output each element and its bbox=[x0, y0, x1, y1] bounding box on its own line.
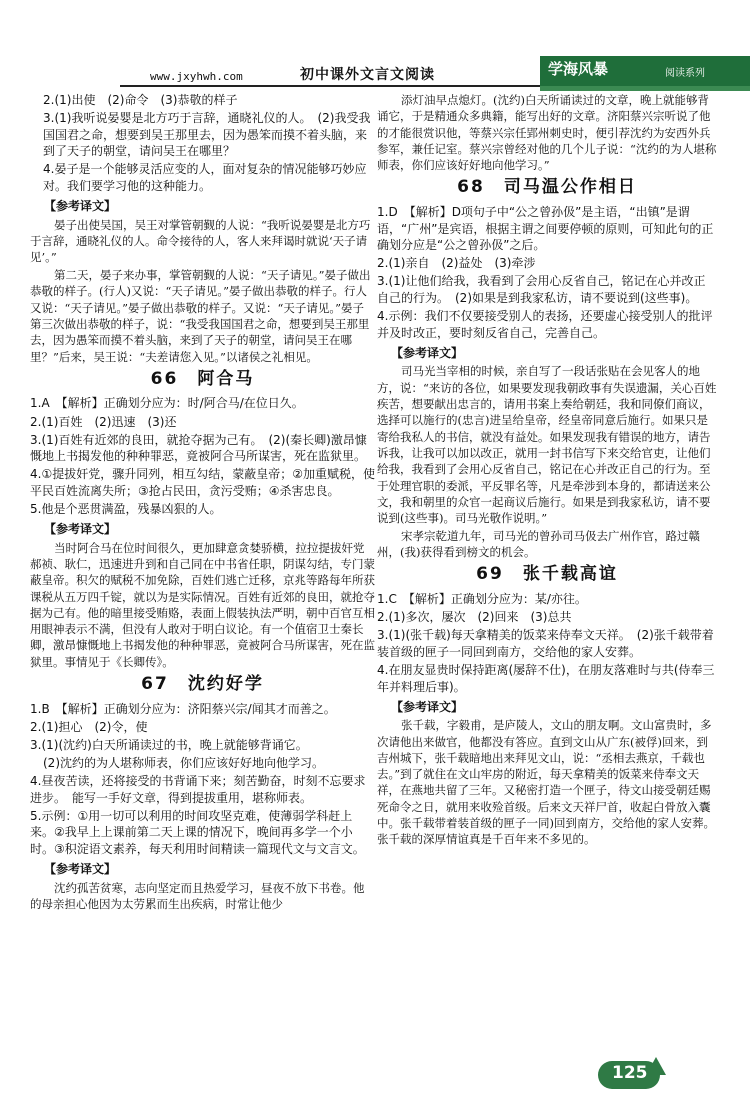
answer-line: 3.(1)百姓有近郊的良田，就抢夺据为己有。 (2)(秦长卿)激昂慷慨地上书揭发他的种种罪恶，竟被阿合马所谋害，死在监狱里。 bbox=[30, 432, 367, 464]
translation-paragraph: 司马光当宰相的时候，亲自写了一段话张贴在会见客人的地方，说：“来访的各位，如果要发现我朝政事有失误遗漏，关心百姓疾苦，想要献出忠言的，请用书案上奏给朝廷，我和同僚们商议，选择可以施行的(忠言)进呈给皇帝，经皇帝同意后施行。如果只是寄给我私人的书信，就没有益处。如果发现我有错误的地方，请告诉我，让我可以加以改正，就用一封书信写下来交给官吏，让他们给我，我看到了会用心反省自己，铭记在心并改正自己的行为。至于处理官职的委派，平反罪名等，凡是牵涉到本身的，都请送来公文，我和朝里的众官一起商议后施行。如果是到我家私访，请不要说到(这些事)。司马光敬作说明。” bbox=[377, 364, 717, 526]
answer-line: 4.晏子是一个能够灵活应变的人，面对复杂的情况能够巧妙应对。我们要学习他的这种能力。 bbox=[43, 162, 367, 193]
answer-line: 1.A 【解析】正确划分应为：时/阿合马/在位日久。 bbox=[30, 396, 304, 411]
page-number-badge bbox=[598, 1057, 668, 1095]
answer-line: 2.(1)担心 (2)令，使 bbox=[30, 719, 148, 734]
answer-line: 5.示例：①用一切可以利用的时间攻坚克难，使薄弱学科赶上来。②我早上上课前第二天上课的情况下，晚间再多学一个小时。③积淀语文素养，每天利用时间精读一篇现代文与文言文。 bbox=[30, 808, 365, 856]
left-column bbox=[30, 92, 375, 914]
answer-line: 2.(1)亲自 (2)益处 (3)牵涉 bbox=[377, 256, 536, 271]
translation-paragraph: 添灯油早点熄灯。(沈约)白天所诵读过的文章，晚上就能够背诵它，于是精通众多典籍，能写出好的文章。济阳蔡兴宗听说了他的才能很赏识他，等蔡兴宗任郢州刺史时，便引荐沈约为安西外兵参军，兼任记室。蔡兴宗曾经对他的几个儿子说：“沈约的为人堪称师表，你们应该好好地向他学习。” bbox=[377, 93, 717, 173]
header-rule bbox=[120, 85, 550, 87]
answer-line: 4.在朋友显贵时保持距离(屡辞不仕)，在朋友落难时与共(侍奉三年并料理后事)。 bbox=[377, 662, 715, 694]
answer-line: 3.(1)让他们给我，我看到了会用心反省自己，铭记在心并改正自己的行为。 (2)如果是到我家私访，请不要说到(这些事)。 bbox=[377, 274, 706, 306]
page-header bbox=[0, 0, 750, 100]
answer-line: 2.(1)出使 (2)命令 (3)恭敬的样子 bbox=[43, 93, 238, 107]
site-url: www.jxyhwh.com bbox=[150, 70, 243, 83]
section-title: 68 司马温公作相日 bbox=[457, 177, 637, 198]
brand-series: 阅读系列 bbox=[665, 68, 705, 79]
translation-paragraph: 第二天，晏子来办事，掌管朝觐的人说：“天子请见。”晏子做出恭敬的样子。(行人)又说：“天子请见。”晏子做出恭敬的样子。行人又说：“天子请见。”晏子做出恭敬的样子。又说：“天子请见。”晏子第三次做出恭敬的样子，说：“我受我国国君之命，想要到吴王那里去，因为愚笨而摸不着头脑，来到了天子的朝堂，请问吴王在哪里？”后来，吴王说：“夫差请您入见。”以诸侯之礼相见。 bbox=[30, 268, 371, 364]
page-number: 125 bbox=[612, 1063, 648, 1083]
section-title: 69 张千载高谊 bbox=[476, 564, 618, 585]
answer-line: 3.(1)(张千载)每天拿精美的饭菜来侍奉文天祥。 (2)张千载带着装首级的匣子一同回到南方，交给他的家人安葬。 bbox=[377, 628, 714, 659]
answer-line: 4.昼夜苦读，还将接受的书背诵下来；刻苦勤奋，时刻不忘要求进步。 能写一手好文章，得到提拔重用，堪称师表。 bbox=[30, 774, 366, 805]
translation-paragraph: 当时阿合马在位时间很久，更加肆意贪婪骄横，拉拉提拔奸党郝祯、耿仁，迅速进升到和自己同在中书省任职，阴谋勾结，专门蒙蔽皇帝。积欠的赋税不加免除，百姓们逃亡迁移，京兆等路每年所获课税从五万四千锭，就以为是实际情况。百姓有近郊的良田，就抢夺据为己有。他的暗里接受贿赂，表面上假装执法严明，朝中百官互相用眼神表示不满，但没有人敢对于明白议论。有一个值宿卫士秦长卿，激昂慷慨地上书揭发他的种种罪恶，竟被阿合马所谋害，死在监狱里。事情见于《长卿传》。 bbox=[30, 540, 375, 669]
right-column bbox=[377, 92, 717, 849]
section-title: 67 沈约好学 bbox=[141, 674, 264, 695]
reference-translation-label: 【参考译文】 bbox=[44, 522, 117, 537]
answer-line: 5.他是个恶贯满盈，残暴凶狠的人。 bbox=[30, 501, 222, 516]
reference-translation-label: 【参考译文】 bbox=[391, 345, 464, 360]
answer-line: 1.B 【解析】正确划分应为：济阳蔡兴宗/闻其才而善之。 bbox=[30, 701, 336, 716]
answer-line: (2)沈约的为人堪称师表，你们应该好好地向他学习。 bbox=[43, 755, 325, 770]
section-title: 66 阿合马 bbox=[150, 368, 255, 389]
answer-line: 3.(1)我听说晏婴是北方巧于言辞，通晓礼仪的人。 (2)我受我国国君之命，想要到吴王那里去，因为愚笨而摸不着头脑，来到了天子的朝堂，请问吴王在哪里？ bbox=[43, 111, 371, 159]
answer-line: 1.D 【解析】D项句子中“公之曾孙伋”是主语，“出镇”是谓语，“广州”是宾语，根据主谓之间要停顿的原则，可知此句的正确划分应是“公之曾孙伋”之后。 bbox=[377, 205, 714, 253]
answer-line: 2.(1)多次，屡次 (2)回来 (3)总共 bbox=[377, 610, 572, 625]
translation-paragraph: 张千载，字毅甫，是庐陵人，文山的朋友啊。文山富贵时，多次请他出来做官，他都没有答应。直到文山从广东(被俘)回来，到吉州城下，张千载暗地出来拜见文山，说：“丞相去燕京，千载也去。”到了就住在文山牢房的附近，每天拿精美的饭菜来侍奉文天祥，在燕地共留了三年。又秘密打造一个匣子，待文山接受朝廷赐死命令之日，就用来收殓首级。后来文天祥尸首，收起白骨放入囊中。张千载带着装首级的匣子一同)回到南方，交给他的家人安葬。张千载的深厚情谊真是千百年来不多见的。 bbox=[377, 718, 715, 847]
brand-logo-text: 学海风暴 bbox=[548, 60, 609, 78]
answer-line: 4.示例：我们不仅要接受别人的表扬，还要虚心接受别人的批评并及时改正，要时刻反省自己，完善自己。 bbox=[377, 309, 713, 340]
book-title: 初中课外文言文阅读 bbox=[300, 67, 435, 83]
answer-line: 2.(1)百姓 (2)迅速 (3)还 bbox=[30, 414, 177, 429]
answer-line: 1.C 【解析】正确划分应为：某/亦往。 bbox=[377, 592, 587, 607]
reference-translation-label: 【参考译文】 bbox=[44, 861, 117, 876]
brand-banner-stripe bbox=[540, 86, 750, 91]
reference-translation-label: 【参考译文】 bbox=[44, 199, 117, 214]
translation-paragraph: 晏子出使吴国，吴王对掌管朝觐的人说：“我听说晏婴是北方巧于言辞，通晓礼仪的人。命令接待的人，客人来拜谒时就说‘天子请见’。” bbox=[30, 217, 371, 265]
reference-translation-label: 【参考译文】 bbox=[391, 699, 464, 714]
translation-paragraph: 沈约孤苦贫寒，志向坚定而且热爱学习，昼夜不放下书卷。他的母亲担心他因为太劳累而生出疾病，时常让他少 bbox=[30, 880, 365, 911]
translation-paragraph: 宋孝宗乾道九年，司马光的曾孙司马伋去广州作官，路过赣州，(我)获得看到榜文的机会。 bbox=[377, 528, 700, 560]
answer-line: 3.(1)(沈约)白天所诵读过的书，晚上就能够背诵它。 bbox=[30, 737, 308, 752]
answer-line: 4.①提拔奸党，骤升同列，相互勾结，蒙蔽皇帝；②加重赋税，使平民百姓流离失所；③抢占民田，贪污受贿；④杀害忠良。 bbox=[30, 467, 375, 498]
